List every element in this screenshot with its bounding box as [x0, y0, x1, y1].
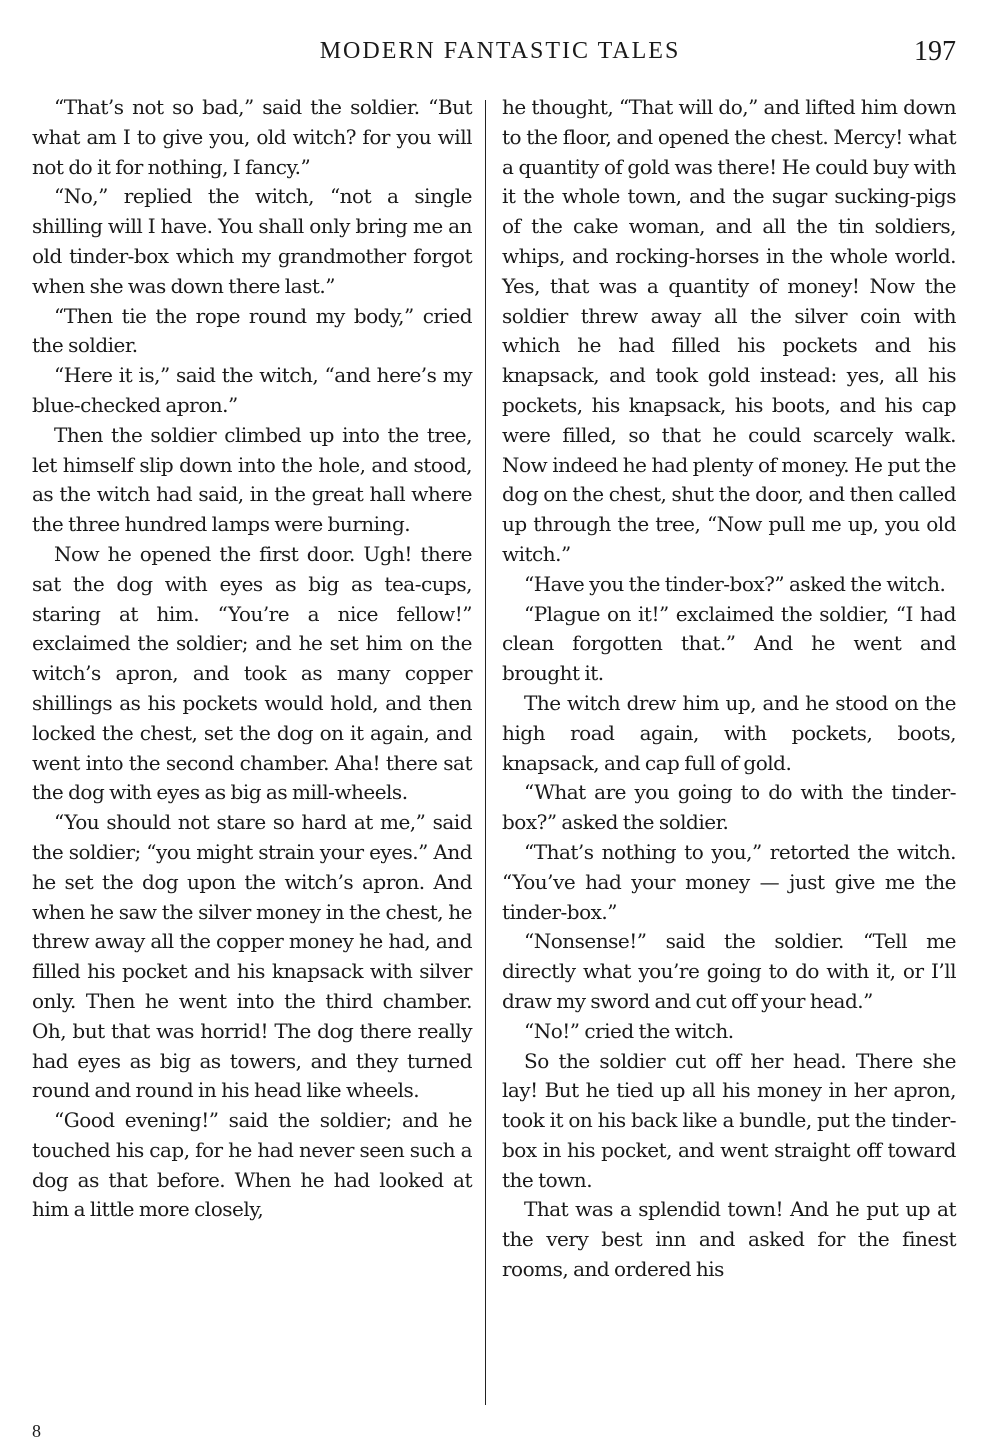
paragraph: “Here it is,” said the witch, “and here’s my blue-checked apron.” [32, 363, 472, 417]
right-column [502, 93, 956, 1285]
column-divider [485, 100, 486, 1405]
paragraph: “What are you going to do with the tinder-box?” asked the soldier. [502, 780, 956, 835]
paragraph: “Have you the tinder-box?” asked the witch. [524, 571, 946, 596]
paragraph: “You should not stare so hard at me,” said the soldier; “you might strain your eyes.” And he set the dog upon the witch’s apron. And when he saw the silver money in the chest, he threw away all the copper money he had, and filled his pocket and his knapsack with silver only. Then he went into the third chamber. Oh, but that was horrid! The dog there really had eyes as big as towers, and they turned round and round in his head like wheels. [32, 810, 472, 1103]
paragraph: “No,” replied the witch, “not a single shilling will I have. You shall only bring me an old tinder-box which my grandmother forgot when she was down there last.” [32, 184, 472, 298]
paragraph: “That’s nothing to you,” retorted the witch. “You’ve had your money — just give me the tinder-box.” [502, 839, 956, 924]
paragraph: “Then tie the rope round my body,” cried the soldier. [32, 303, 472, 358]
paragraph: That was a splendid town! And he put up at the very best inn and asked for the finest rooms, and ordered his [502, 1197, 956, 1282]
paragraph: Then the soldier climbed up into the tree, let himself slip down into the hole, and stood, as the witch had said, in the great hall where the three hundred lamps were burning. [32, 422, 472, 537]
paragraph: “That’s not so bad,” said the soldier. “But what am I to give you, old witch? for you will not do it for nothing, I fancy.” [32, 95, 472, 179]
signature-mark: 8 [32, 1421, 41, 1441]
paragraph: “No!” cried the witch. [524, 1018, 734, 1043]
paragraph: “Good evening!” said the soldier; and he touched his cap, for he had never seen such a dog as that before. When he had looked at him a little more closely, [32, 1108, 472, 1222]
running-title: MODERN FANTASTIC TALES [319, 38, 681, 64]
paragraph-continued: he thought, “That will do,” and lifted him down to the floor, and opened the chest. Mercy! what a quantity of gold was there! He could buy with it the whole town, and the sugar sucking-pigs of the cake woman, and all the tin soldiers, whips, and rocking-horses in the whole world. Yes, that was a quantity of money! Now the soldier threw away all the silver coin with which he had filled his pockets and his knapsack, and took gold instead: yes, all his pockets, his knapsack, his boots, and his cap were filled, so that he could scarcely walk. Now indeed he had plenty of money. He put the dog on the chest, shut the door, and then called up through the tree, “Now pull me up, you old witch.” [502, 95, 956, 566]
paragraph: Now he opened the first door. Ugh! there sat the dog with eyes as big as tea-cups, staring at him. “You’re a nice fellow!” exclaimed the soldier; and he set him on the witch’s apron, and took as many copper shillings as his pockets would hold, and then locked the chest, set the dog on it again, and went into the second chamber. Aha! there sat the dog with eyes as big as mill-wheels. [32, 541, 472, 805]
paragraph: “Nonsense!” said the soldier. “Tell me directly what you’re going to do with it, or I’ll draw my sword and cut off your head.” [502, 929, 956, 1013]
paragraph: “Plague on it!” exclaimed the soldier, “I had clean forgotten that.” And he went and brought it. [502, 601, 956, 686]
left-column [32, 93, 472, 1225]
running-header [0, 38, 1000, 78]
paragraph: The witch drew him up, and he stood on the high road again, with pockets, boots, knapsack, and cap full of gold. [502, 690, 956, 775]
paragraph: So the soldier cut off her head. There she lay! But he tied up all his money in her apron, took it on his back like a bundle, put the tinder-box in his pocket, and went straight off toward the town. [502, 1048, 956, 1192]
page-number: 197 [914, 36, 956, 67]
